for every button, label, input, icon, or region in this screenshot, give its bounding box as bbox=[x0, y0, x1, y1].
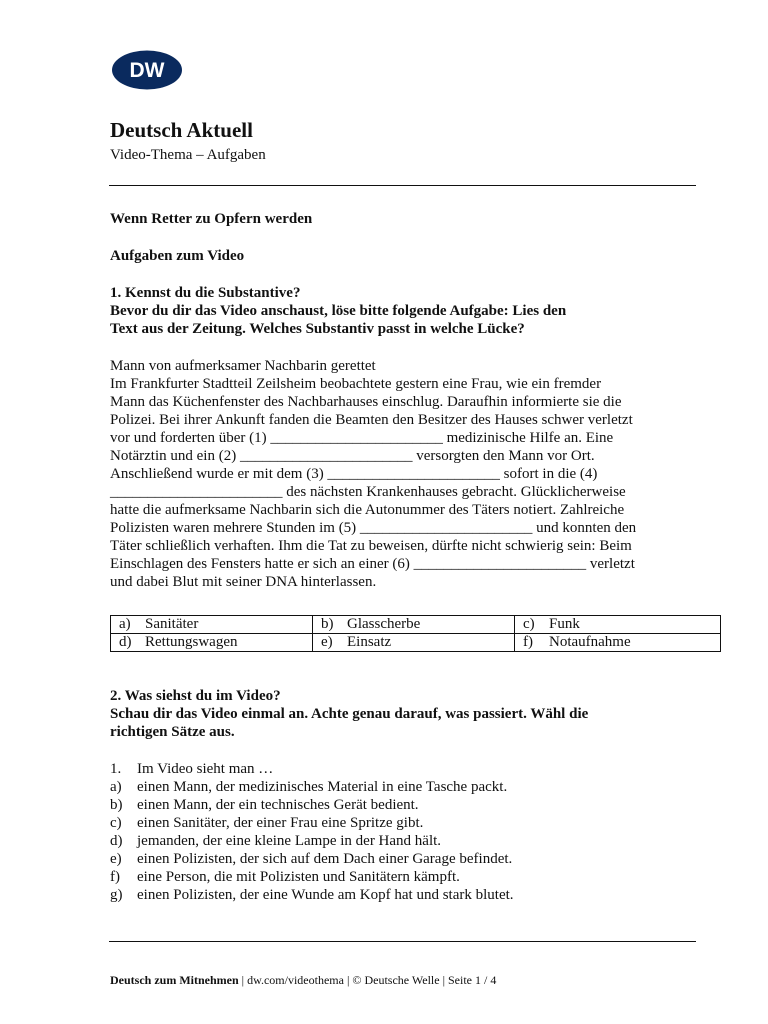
document-title: Deutsch Aktuell bbox=[110, 118, 253, 142]
answer-item: e) einen Polizisten, der sich auf dem Dach einer Garage befindet. bbox=[110, 851, 513, 867]
answer-item: f) eine Person, die mit Polizisten und Sanitätern kämpft. bbox=[110, 869, 460, 885]
option-cell: c) Funk bbox=[515, 616, 721, 634]
dw-logo bbox=[111, 50, 183, 90]
article-title: Wenn Retter zu Opfern werden bbox=[110, 211, 313, 227]
document-subtitle: Video-Thema – Aufgaben bbox=[110, 147, 266, 163]
footer-page-number: Seite 1 / 4 bbox=[447, 973, 497, 987]
task2-instruction-line: richtigen Sätze aus. bbox=[110, 724, 235, 740]
news-text-line: vor und forderten über (1) _______________________ medizinische Hilfe an. Eine bbox=[110, 430, 614, 446]
bottom-divider bbox=[109, 941, 696, 942]
task2-instruction-line: Schau dir das Video einmal an. Achte genau darauf, was passiert. Wähl die bbox=[110, 706, 589, 722]
news-text-line: und dabei Blut mit seiner DNA hinterlassen. bbox=[110, 574, 377, 590]
options-table bbox=[110, 615, 721, 652]
page-footer: Deutsch zum Mitnehmen | dw.com/videothema | © Deutsche Welle | Seite 1 / 4 bbox=[110, 973, 497, 987]
task1-instruction-line: Text aus der Zeitung. Welches Substantiv passt in welche Lücke? bbox=[110, 321, 525, 337]
answer-item: a) einen Mann, der medizinisches Material in eine Tasche packt. bbox=[110, 779, 508, 795]
footer-brand: Deutsch zum Mitnehmen bbox=[110, 973, 239, 987]
news-text-line: Polizei. Bei ihrer Ankunft fanden die Beamten den Besitzer des Hauses schwer verletzt bbox=[110, 412, 633, 428]
task2-heading: 2. Was siehst du im Video? bbox=[110, 688, 281, 704]
news-text-line: Täter schließlich verhaften. Ihm die Tat zu beweisen, dürfte nicht schwierig sein: Beim bbox=[110, 538, 632, 554]
footer-url: dw.com/videothema bbox=[247, 973, 344, 987]
option-cell: d) Rettungswagen bbox=[111, 634, 313, 652]
news-text-line: Notärztin und ein (2) _______________________ versorgten den Mann vor Ort. bbox=[110, 448, 595, 464]
options-row bbox=[111, 634, 721, 652]
news-text-line: Anschließend wurde er mit dem (3) _______________________ sofort in die (4) bbox=[110, 466, 598, 482]
option-cell: a) Sanitäter bbox=[111, 616, 313, 634]
answer-item: g) einen Polizisten, der eine Wunde am Kopf hat und stark blutet. bbox=[110, 887, 514, 903]
option-cell: e) Einsatz bbox=[313, 634, 515, 652]
task1-instruction-line: Bevor du dir das Video anschaust, löse bitte folgende Aufgabe: Lies den bbox=[110, 303, 567, 319]
options-row bbox=[111, 616, 721, 634]
answer-item: d) jemanden, der eine kleine Lampe in der Hand hält. bbox=[110, 833, 442, 849]
footer-copyright: © Deutsche Welle bbox=[352, 973, 440, 987]
answer-item: c) einen Sanitäter, der einer Frau eine Spritze gibt. bbox=[110, 815, 424, 831]
news-text-line: Polizisten waren mehrere Stunden im (5) _______________________ und konnten den bbox=[110, 520, 637, 536]
news-text-line: Einschlagen des Fensters hatte er sich an einer (6) _______________________ verletzt bbox=[110, 556, 635, 572]
news-text-line: hatte die aufmerksame Nachbarin sich die Autonummer des Täters notiert. Zahlreiche bbox=[110, 502, 625, 518]
question-line: 1. Im Video sieht man … bbox=[110, 761, 274, 777]
section-title: Aufgaben zum Video bbox=[110, 248, 245, 264]
news-text-line: _______________________ des nächsten Krankenhauses gebracht. Glücklicherweise bbox=[110, 484, 626, 500]
answer-item: b) einen Mann, der ein technisches Gerät bedient. bbox=[110, 797, 419, 813]
news-headline: Mann von aufmerksamer Nachbarin gerettet bbox=[110, 358, 376, 374]
news-text-line: Mann das Küchenfenster des Nachbarhauses einschlug. Daraufhin informierte sie die bbox=[110, 394, 622, 410]
option-cell: b) Glasscherbe bbox=[313, 616, 515, 634]
news-text-line: Im Frankfurter Stadtteil Zeilsheim beobachtete gestern eine Frau, wie ein fremder bbox=[110, 376, 602, 392]
dw-logo-text: DW bbox=[129, 59, 165, 82]
top-divider bbox=[109, 185, 696, 186]
option-cell: f) Notaufnahme bbox=[515, 634, 721, 652]
task1-heading: 1. Kennst du die Substantive? bbox=[110, 285, 301, 301]
